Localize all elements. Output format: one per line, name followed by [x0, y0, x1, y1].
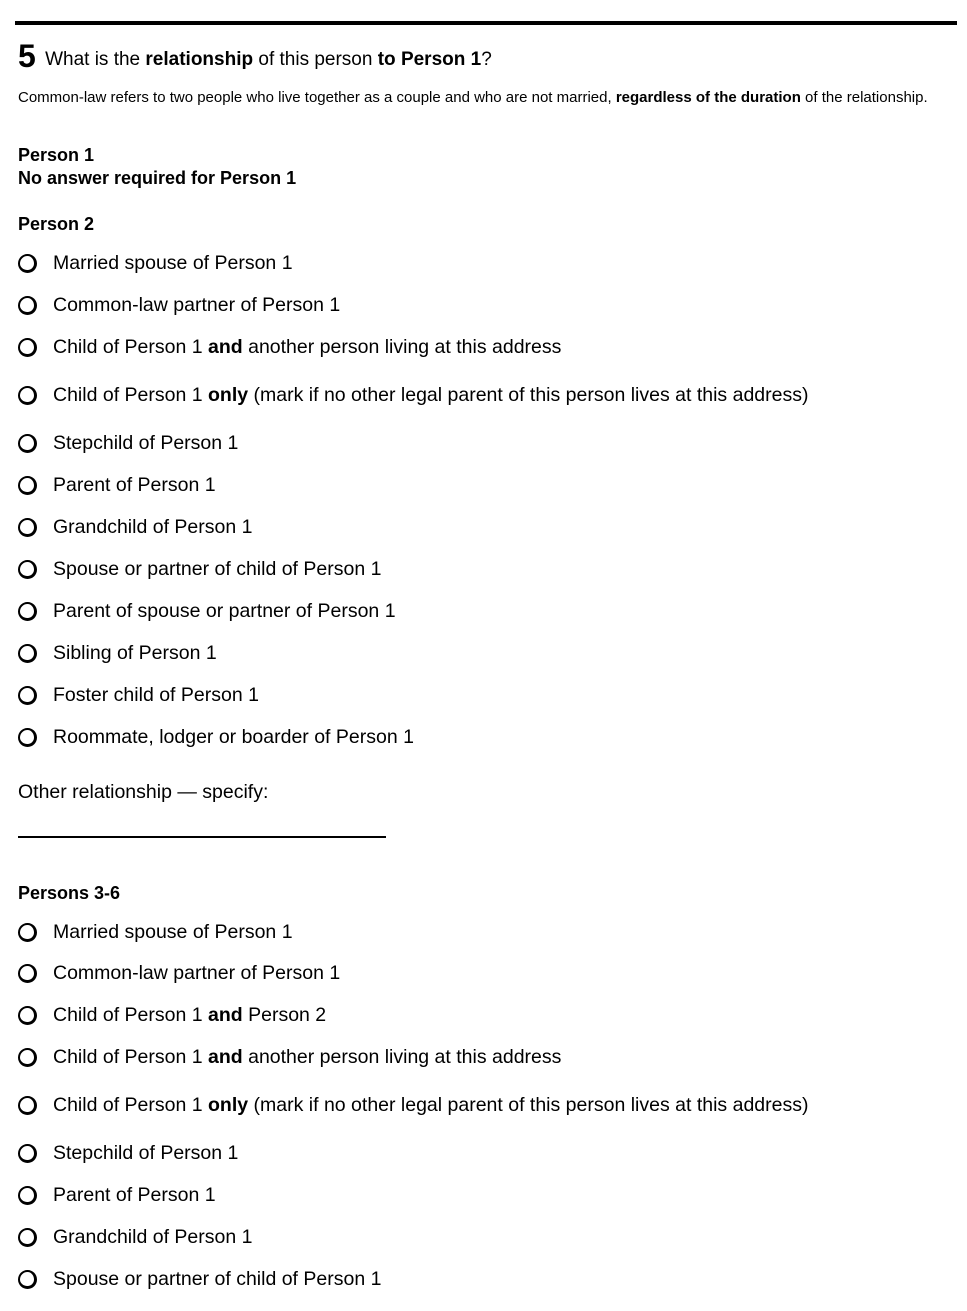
- top-rule: [15, 21, 957, 25]
- person2-option[interactable]: [18, 430, 238, 456]
- radio-button[interactable]: [18, 1228, 37, 1247]
- option-label: Married spouse of Person 1: [53, 251, 293, 274]
- persons3-6-option[interactable]: [18, 1140, 238, 1166]
- other-relationship-input[interactable]: [18, 836, 386, 838]
- option-label: Child of Person 1 only (mark if no other legal parent of this person lives at this address): [53, 383, 809, 406]
- radio-button[interactable]: [18, 644, 37, 663]
- radio-button[interactable]: [18, 1006, 37, 1025]
- option-label: Spouse or partner of child of Person 1: [53, 557, 382, 580]
- person2-option[interactable]: [18, 292, 340, 318]
- radio-button[interactable]: [18, 518, 37, 537]
- persons3-6-option[interactable]: [18, 1044, 561, 1070]
- persons3-6-heading: Persons 3-6: [18, 883, 121, 903]
- option-label: Grandchild of Person 1: [53, 515, 253, 538]
- persons3-6-option[interactable]: [18, 919, 293, 945]
- option-label: Child of Person 1 and another person living at this address: [53, 335, 562, 358]
- option-label: Stepchild of Person 1: [53, 1141, 239, 1164]
- other-relationship-label: Other relationship — specify:: [18, 781, 269, 803]
- note-text: Common-law refers to two people who live together as a couple and who are not married,: [18, 89, 612, 106]
- radio-button[interactable]: [18, 602, 37, 621]
- persons3-6-option[interactable]: [18, 960, 340, 986]
- question-text: ?: [481, 49, 492, 70]
- person2-option[interactable]: [18, 250, 293, 276]
- radio-button[interactable]: [18, 1186, 37, 1205]
- question-bold: to Person 1: [377, 49, 482, 70]
- person2-option[interactable]: [18, 598, 396, 624]
- option-label: Stepchild of Person 1: [53, 431, 239, 454]
- persons3-6-option[interactable]: [18, 1266, 381, 1292]
- option-label: Parent of Person 1: [53, 1183, 216, 1206]
- option-label: Parent of Person 1: [53, 473, 216, 496]
- person2-option[interactable]: [18, 640, 217, 666]
- question-text: of this person: [258, 49, 373, 70]
- note-text: of the relationship.: [805, 89, 928, 106]
- option-label: Married spouse of Person 1: [53, 920, 293, 943]
- question-bold: relationship: [145, 49, 254, 70]
- option-label: Parent of spouse or partner of Person 1: [53, 599, 396, 622]
- person2-option[interactable]: [18, 724, 414, 750]
- option-label: Common-law partner of Person 1: [53, 293, 341, 316]
- person2-option[interactable]: [18, 556, 381, 582]
- person1-note: No answer required for Person 1: [18, 168, 297, 188]
- radio-button[interactable]: [18, 254, 37, 273]
- radio-button[interactable]: [18, 686, 37, 705]
- person2-option[interactable]: [18, 334, 561, 360]
- person2-heading: Person 2: [18, 214, 95, 234]
- radio-button[interactable]: [18, 964, 37, 983]
- person2-option[interactable]: [18, 472, 216, 498]
- radio-button[interactable]: [18, 1270, 37, 1289]
- radio-button[interactable]: [18, 1096, 37, 1115]
- persons3-6-option[interactable]: [18, 1182, 216, 1208]
- option-label: Grandchild of Person 1: [53, 1225, 253, 1248]
- persons3-6-option[interactable]: [18, 1002, 326, 1028]
- radio-button[interactable]: [18, 434, 37, 453]
- option-label: Spouse or partner of child of Person 1: [53, 1267, 382, 1290]
- option-label: Child of Person 1 and Person 2: [53, 1003, 327, 1026]
- person2-option[interactable]: [18, 682, 259, 708]
- person2-option[interactable]: [18, 514, 252, 540]
- radio-button[interactable]: [18, 923, 37, 942]
- radio-button[interactable]: [18, 386, 37, 405]
- option-label: Common-law partner of Person 1: [53, 961, 341, 984]
- radio-button[interactable]: [18, 476, 37, 495]
- option-label: Child of Person 1 and another person living at this address: [53, 1045, 562, 1068]
- definition-note: [18, 88, 933, 107]
- option-label: Roommate, lodger or boarder of Person 1: [53, 725, 414, 748]
- radio-button[interactable]: [18, 1144, 37, 1163]
- person1-heading: Person 1: [18, 145, 95, 165]
- radio-button[interactable]: [18, 1048, 37, 1067]
- note-bold: regardless of the duration: [615, 89, 801, 106]
- radio-button[interactable]: [18, 728, 37, 747]
- option-label: Sibling of Person 1: [53, 641, 217, 664]
- radio-button[interactable]: [18, 338, 37, 357]
- person2-option[interactable]: [18, 382, 808, 408]
- option-label: Foster child of Person 1: [53, 683, 259, 706]
- persons3-6-option[interactable]: [18, 1092, 808, 1118]
- option-label: Child of Person 1 only (mark if no other legal parent of this person lives at this address): [53, 1093, 809, 1116]
- question-title: [18, 38, 492, 74]
- persons3-6-option[interactable]: [18, 1224, 252, 1250]
- radio-button[interactable]: [18, 560, 37, 579]
- radio-button[interactable]: [18, 296, 37, 315]
- question-text: What is the: [45, 49, 141, 70]
- question-number: 5: [18, 38, 36, 74]
